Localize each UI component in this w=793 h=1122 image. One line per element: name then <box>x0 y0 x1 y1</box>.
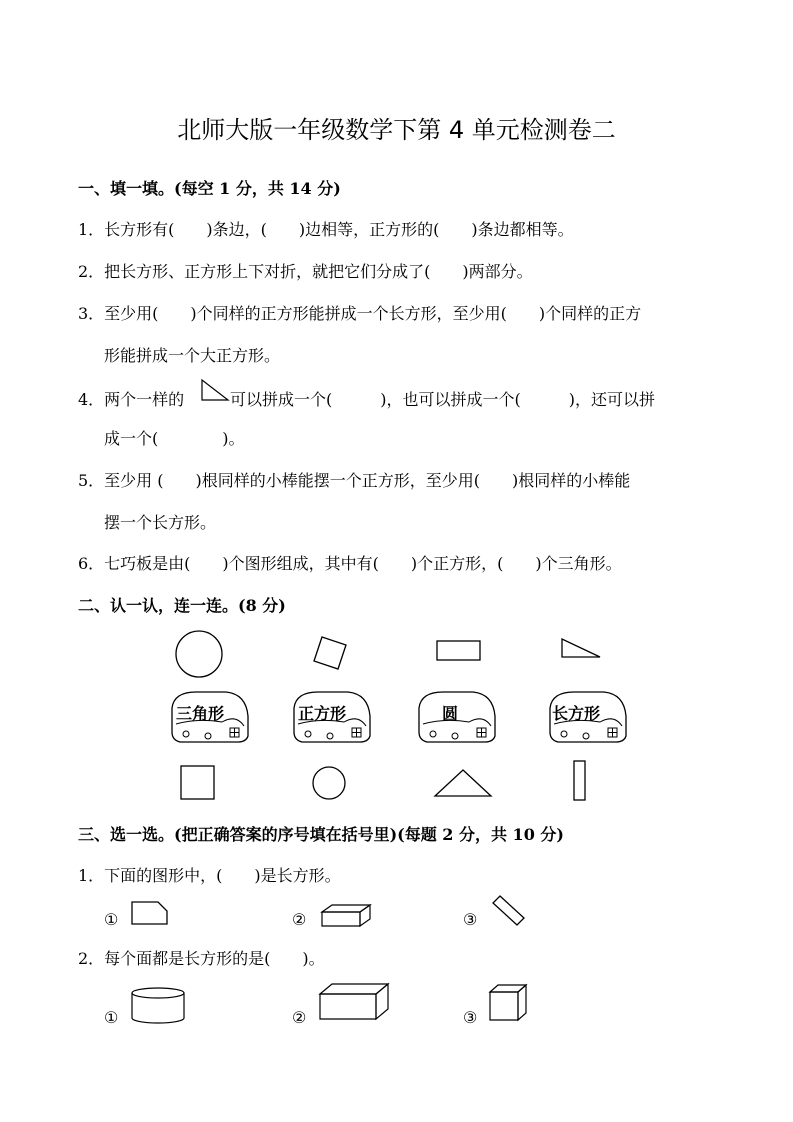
house-label-1: 三角形 <box>176 704 225 723</box>
question-1-3-line1: 3．至少用( )个同样的正方形能拼成一个长方形，至少用( )个同样的正方 <box>78 304 642 323</box>
section-1-heading: 一、填一填。(每空 1 分，共 14 分) <box>78 179 341 198</box>
q3-1-option-2-label[interactable]: ② <box>292 910 307 929</box>
right-triangle-shape-top[interactable] <box>560 637 604 661</box>
question-3-2: 2．每个面都是长方形的是( )。 <box>78 949 325 968</box>
question-1-4-part1: 4．两个一样的 <box>78 390 185 409</box>
tall-rectangle-shape-bottom[interactable] <box>572 760 588 802</box>
question-1-5-line2: 摆一个长方形。 <box>104 513 217 532</box>
right-triangle-icon <box>200 378 230 402</box>
cylinder-shape[interactable] <box>130 985 188 1027</box>
cuboid-shape-small[interactable] <box>320 902 372 928</box>
question-1-5-line1: 5．至少用 ( )根同样的小棒能摆一个正方形，至少用( )根同样的小棒能 <box>78 471 631 490</box>
q3-2-option-2-label[interactable]: ② <box>292 1008 307 1027</box>
q3-1-option-1-label[interactable]: ① <box>104 910 119 929</box>
question-1-4-line2: 成一个( )。 <box>104 429 245 448</box>
question-3-1: 1．下面的图形中，( )是长方形。 <box>78 866 341 885</box>
question-1-2: 2．把长方形、正方形上下对折，就把它们分成了( )两部分。 <box>78 262 533 281</box>
triangle-shape-bottom[interactable] <box>433 768 493 798</box>
tilted-rectangle-shape[interactable] <box>490 894 526 928</box>
cube-shape[interactable] <box>488 983 532 1023</box>
question-1-6: 6．七巧板是由( )个图形组成，其中有( )个正方形，( )个三角形。 <box>78 554 622 573</box>
q3-2-option-3-label[interactable]: ③ <box>463 1008 478 1027</box>
q3-1-option-3-label[interactable]: ③ <box>463 910 478 929</box>
q3-2-option-1-label[interactable]: ① <box>104 1008 119 1027</box>
question-1-1: 1．长方形有( )条边，( )边相等，正方形的( )条边都相等。 <box>78 220 574 239</box>
page-title: 北师大版一年级数学下第 4 单元检测卷二 <box>177 116 616 144</box>
rotated-square-shape-top[interactable] <box>310 635 348 673</box>
house-label-4: 长方形 <box>552 704 601 723</box>
circle-shape-top[interactable] <box>175 630 223 678</box>
question-1-3-line2: 形能拼成一个大正方形。 <box>104 346 281 365</box>
square-shape-bottom[interactable] <box>180 765 216 801</box>
section-2-heading: 二、认一认，连一连。(8 分) <box>78 596 286 615</box>
house-label-2: 正方形 <box>298 704 347 723</box>
question-1-4-part2: 可以拼成一个( )，也可以拼成一个( )，还可以拼 <box>230 390 655 409</box>
section-3-heading: 三、选一选。(把正确答案的序号填在括号里)(每题 2 分，共 10 分) <box>78 825 564 844</box>
cuboid-shape-large[interactable] <box>318 982 390 1022</box>
circle-shape-bottom[interactable] <box>311 765 347 801</box>
pentagon-shape[interactable] <box>130 900 170 926</box>
rectangle-shape-top[interactable] <box>436 639 482 663</box>
house-label-3: 圆 <box>442 704 459 723</box>
